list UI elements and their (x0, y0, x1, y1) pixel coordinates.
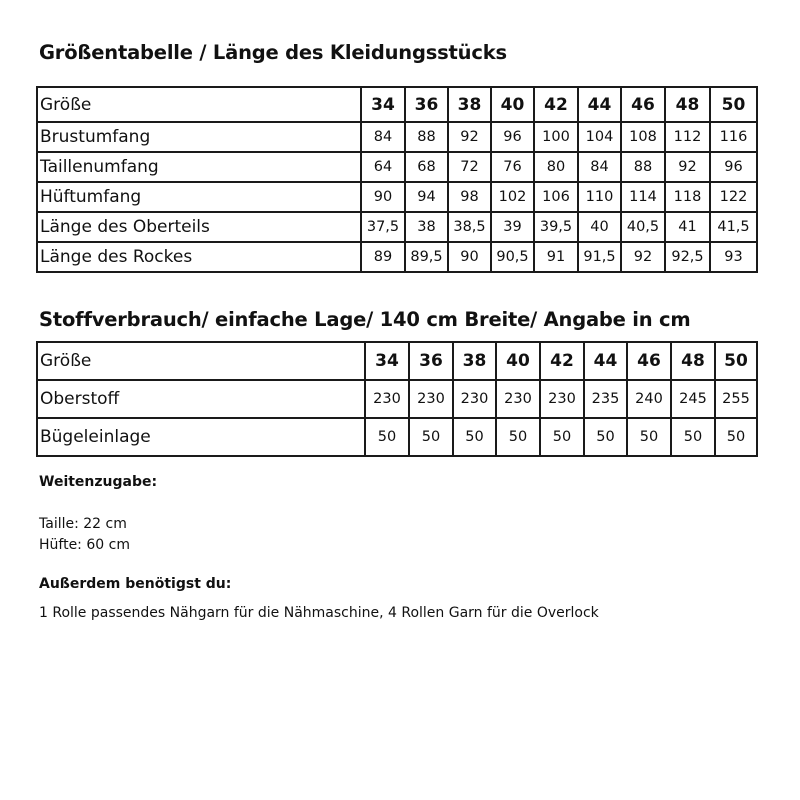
size-header-cell: 42 (534, 87, 578, 122)
value-cell: 84 (361, 122, 405, 152)
size-header-cell: 36 (405, 87, 448, 122)
value-cell: 72 (448, 152, 491, 182)
size-header-cell: 42 (540, 342, 584, 380)
value-cell: 39,5 (534, 212, 578, 242)
value-cell: 88 (621, 152, 665, 182)
value-cell: 90 (361, 182, 405, 212)
size-header-cell: 34 (365, 342, 409, 380)
value-cell: 88 (405, 122, 448, 152)
table-row (37, 418, 757, 456)
row-label: Oberstoff (37, 380, 365, 418)
value-cell: 92 (621, 242, 665, 272)
row-label: Taillenumfang (37, 152, 361, 182)
value-cell: 98 (448, 182, 491, 212)
size-header-cell: 50 (715, 342, 757, 380)
size-table-title: Größentabelle / Länge des Kleidungsstücks (39, 41, 507, 64)
value-cell: 240 (627, 380, 671, 418)
value-cell: 50 (409, 418, 453, 456)
size-header-cell: 48 (665, 87, 710, 122)
value-cell: 112 (665, 122, 710, 152)
value-cell: 96 (710, 152, 757, 182)
table-row (37, 182, 757, 212)
value-cell: 235 (584, 380, 627, 418)
value-cell: 64 (361, 152, 405, 182)
value-cell: 91 (534, 242, 578, 272)
value-cell: 91,5 (578, 242, 621, 272)
value-cell: 90,5 (491, 242, 534, 272)
value-cell: 84 (578, 152, 621, 182)
value-cell: 100 (534, 122, 578, 152)
value-cell: 114 (621, 182, 665, 212)
value-cell: 50 (496, 418, 540, 456)
value-cell: 50 (540, 418, 584, 456)
ease-hip: Hüfte: 60 cm (39, 537, 130, 553)
value-cell: 68 (405, 152, 448, 182)
row-label: Länge des Oberteils (37, 212, 361, 242)
value-cell: 230 (496, 380, 540, 418)
value-cell: 76 (491, 152, 534, 182)
fabric-table-title: Stoffverbrauch/ einfache Lage/ 140 cm Breite/ Angabe in cm (39, 308, 691, 331)
value-cell: 50 (715, 418, 757, 456)
row-label: Hüftumfang (37, 182, 361, 212)
value-cell: 96 (491, 122, 534, 152)
size-header-cell: 46 (621, 87, 665, 122)
table-row (37, 212, 757, 242)
value-cell: 90 (448, 242, 491, 272)
size-header-cell: 36 (409, 342, 453, 380)
value-cell: 92,5 (665, 242, 710, 272)
value-cell: 245 (671, 380, 715, 418)
value-cell: 108 (621, 122, 665, 152)
table-row (37, 122, 757, 152)
ease-title: Weitenzugabe: (39, 474, 158, 490)
table-row (37, 242, 757, 272)
value-cell: 37,5 (361, 212, 405, 242)
value-cell: 122 (710, 182, 757, 212)
size-header-cell: 38 (453, 342, 496, 380)
row-label: Brustumfang (37, 122, 361, 152)
value-cell: 230 (453, 380, 496, 418)
fabric-usage-table (36, 341, 758, 457)
value-cell: 40 (578, 212, 621, 242)
value-cell: 230 (409, 380, 453, 418)
materials-text: 1 Rolle passendes Nähgarn für die Nähmaschine, 4 Rollen Garn für die Overlock (39, 605, 599, 621)
table-header-row (37, 87, 757, 122)
size-header-cell: 34 (361, 87, 405, 122)
header-label: Größe (37, 342, 365, 380)
value-cell: 118 (665, 182, 710, 212)
size-header-cell: 44 (584, 342, 627, 380)
value-cell: 89,5 (405, 242, 448, 272)
size-header-cell: 44 (578, 87, 621, 122)
value-cell: 41 (665, 212, 710, 242)
value-cell: 38 (405, 212, 448, 242)
value-cell: 50 (627, 418, 671, 456)
value-cell: 50 (584, 418, 627, 456)
value-cell: 93 (710, 242, 757, 272)
value-cell: 104 (578, 122, 621, 152)
value-cell: 230 (365, 380, 409, 418)
table-header-row (37, 342, 757, 380)
value-cell: 102 (491, 182, 534, 212)
value-cell: 50 (671, 418, 715, 456)
value-cell: 89 (361, 242, 405, 272)
size-header-cell: 46 (627, 342, 671, 380)
table-row (37, 152, 757, 182)
table-row (37, 380, 757, 418)
size-header-cell: 38 (448, 87, 491, 122)
value-cell: 38,5 (448, 212, 491, 242)
value-cell: 41,5 (710, 212, 757, 242)
value-cell: 50 (365, 418, 409, 456)
size-header-cell: 50 (710, 87, 757, 122)
size-table (36, 86, 758, 273)
value-cell: 92 (665, 152, 710, 182)
value-cell: 92 (448, 122, 491, 152)
ease-waist: Taille: 22 cm (39, 516, 127, 532)
row-label: Länge des Rockes (37, 242, 361, 272)
value-cell: 50 (453, 418, 496, 456)
size-header-cell: 48 (671, 342, 715, 380)
value-cell: 39 (491, 212, 534, 242)
value-cell: 255 (715, 380, 757, 418)
value-cell: 110 (578, 182, 621, 212)
value-cell: 40,5 (621, 212, 665, 242)
size-header-cell: 40 (496, 342, 540, 380)
header-label: Größe (37, 87, 361, 122)
value-cell: 106 (534, 182, 578, 212)
value-cell: 80 (534, 152, 578, 182)
materials-title: Außerdem benötigst du: (39, 576, 232, 592)
value-cell: 230 (540, 380, 584, 418)
row-label: Bügeleinlage (37, 418, 365, 456)
value-cell: 116 (710, 122, 757, 152)
size-header-cell: 40 (491, 87, 534, 122)
value-cell: 94 (405, 182, 448, 212)
